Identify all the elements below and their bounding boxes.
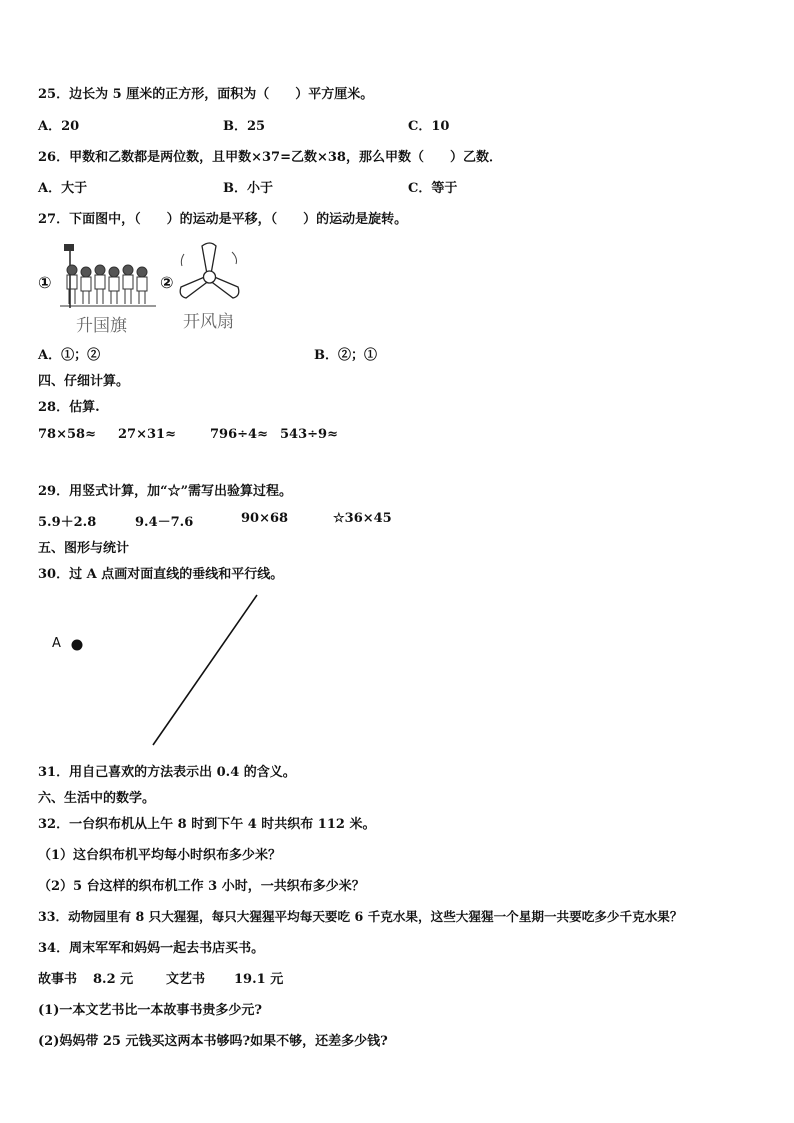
question-29-stem: 29．用竖式计算，加“☆”需写出验算过程。 — [38, 484, 293, 499]
question-28-stem: 28．估算. — [38, 400, 100, 415]
question-29-item-3: 90×68 — [241, 511, 289, 526]
section-6-title: 六、生活中的数学。 — [38, 791, 156, 806]
question-27-option-b: B．②；① — [314, 348, 377, 363]
question-34-stem: 34．周末军军和妈妈一起去书店买书。 — [38, 941, 265, 956]
question-25-stem: 25．边长为 5 厘米的正方形，面积为（ ）平方厘米。 — [38, 87, 374, 102]
book-2-price: 19.1 元 — [234, 972, 284, 987]
question-32-sub-2: （2）5 台这样的织布机工作 3 小时，一共织布多少米？ — [38, 879, 365, 894]
point-a-label: A — [52, 636, 61, 651]
question-27-stem: 27．下面图中，（ ）的运动是平移，（ ）的运动是旋转。 — [38, 212, 408, 227]
slanted-line — [153, 595, 257, 745]
book-1-price: 8.2 元 — [93, 972, 134, 987]
question-25-option-a: A．20 — [38, 119, 80, 134]
marker-1: ① — [38, 273, 52, 292]
question-26-stem: 26．甲数和乙数都是两位数，且甲数×37=乙数×38，那么甲数（ ）乙数． — [38, 150, 502, 165]
question-33-stem: 33．动物园里有 8 只大猩猩，每只大猩猩平均每天要吃 6 千克水果，这些大猩猩一个星期一共要吃多少千克水果？ — [38, 909, 683, 924]
question-25-option-c: C．10 — [408, 119, 450, 134]
question-34-sub-1: (1)一本文艺书比一本故事书贵多少元? — [38, 1003, 262, 1018]
question-29-item-2: 9.4－7.6 — [135, 515, 194, 530]
caption-flag-raising: 升国旗 — [76, 316, 127, 336]
question-26-option-c: C．等于 — [408, 181, 458, 196]
question-30-stem: 30．过 A 点画对面直线的垂线和平行线。 — [38, 567, 284, 582]
question-27-option-a: A．①；② — [38, 348, 101, 363]
section-4-title: 四、仔细计算。 — [38, 374, 130, 389]
question-28-item-4: 543÷9≈ — [280, 427, 338, 442]
caption-fan: 开风扇 — [183, 312, 234, 332]
question-29-item-4: ☆36×45 — [333, 511, 392, 526]
book-1-name: 故事书 — [38, 972, 78, 987]
fan-illustration — [176, 240, 244, 310]
question-26-option-a: A．大于 — [38, 181, 88, 196]
question-28-item-2: 27×31≈ — [118, 427, 176, 442]
question-26-option-b: B．小于 — [223, 181, 273, 196]
flag-raising-illustration — [56, 240, 160, 312]
question-28-item-1: 78×58≈ — [38, 427, 96, 442]
line-and-point-figure — [60, 590, 280, 750]
book-2-name: 文艺书 — [166, 972, 206, 987]
question-32-stem: 32．一台织布机从上午 8 时到下午 4 时共织布 112 米。 — [38, 817, 376, 832]
question-28-item-3: 796÷4≈ — [210, 427, 268, 442]
point-a-dot — [72, 640, 83, 651]
question-29-item-1: 5.9＋2.8 — [38, 515, 97, 530]
question-34-sub-2: (2)妈妈带 25 元钱买这两本书够吗?如果不够，还差多少钱? — [38, 1034, 388, 1049]
marker-2: ② — [160, 273, 174, 292]
question-25-option-b: B．25 — [223, 119, 266, 134]
question-31-stem: 31．用自己喜欢的方法表示出 0.4 的含义。 — [38, 765, 296, 780]
question-32-sub-1: （1）这台织布机平均每小时织布多少米？ — [38, 848, 282, 863]
section-5-title: 五、图形与统计 — [38, 541, 130, 556]
